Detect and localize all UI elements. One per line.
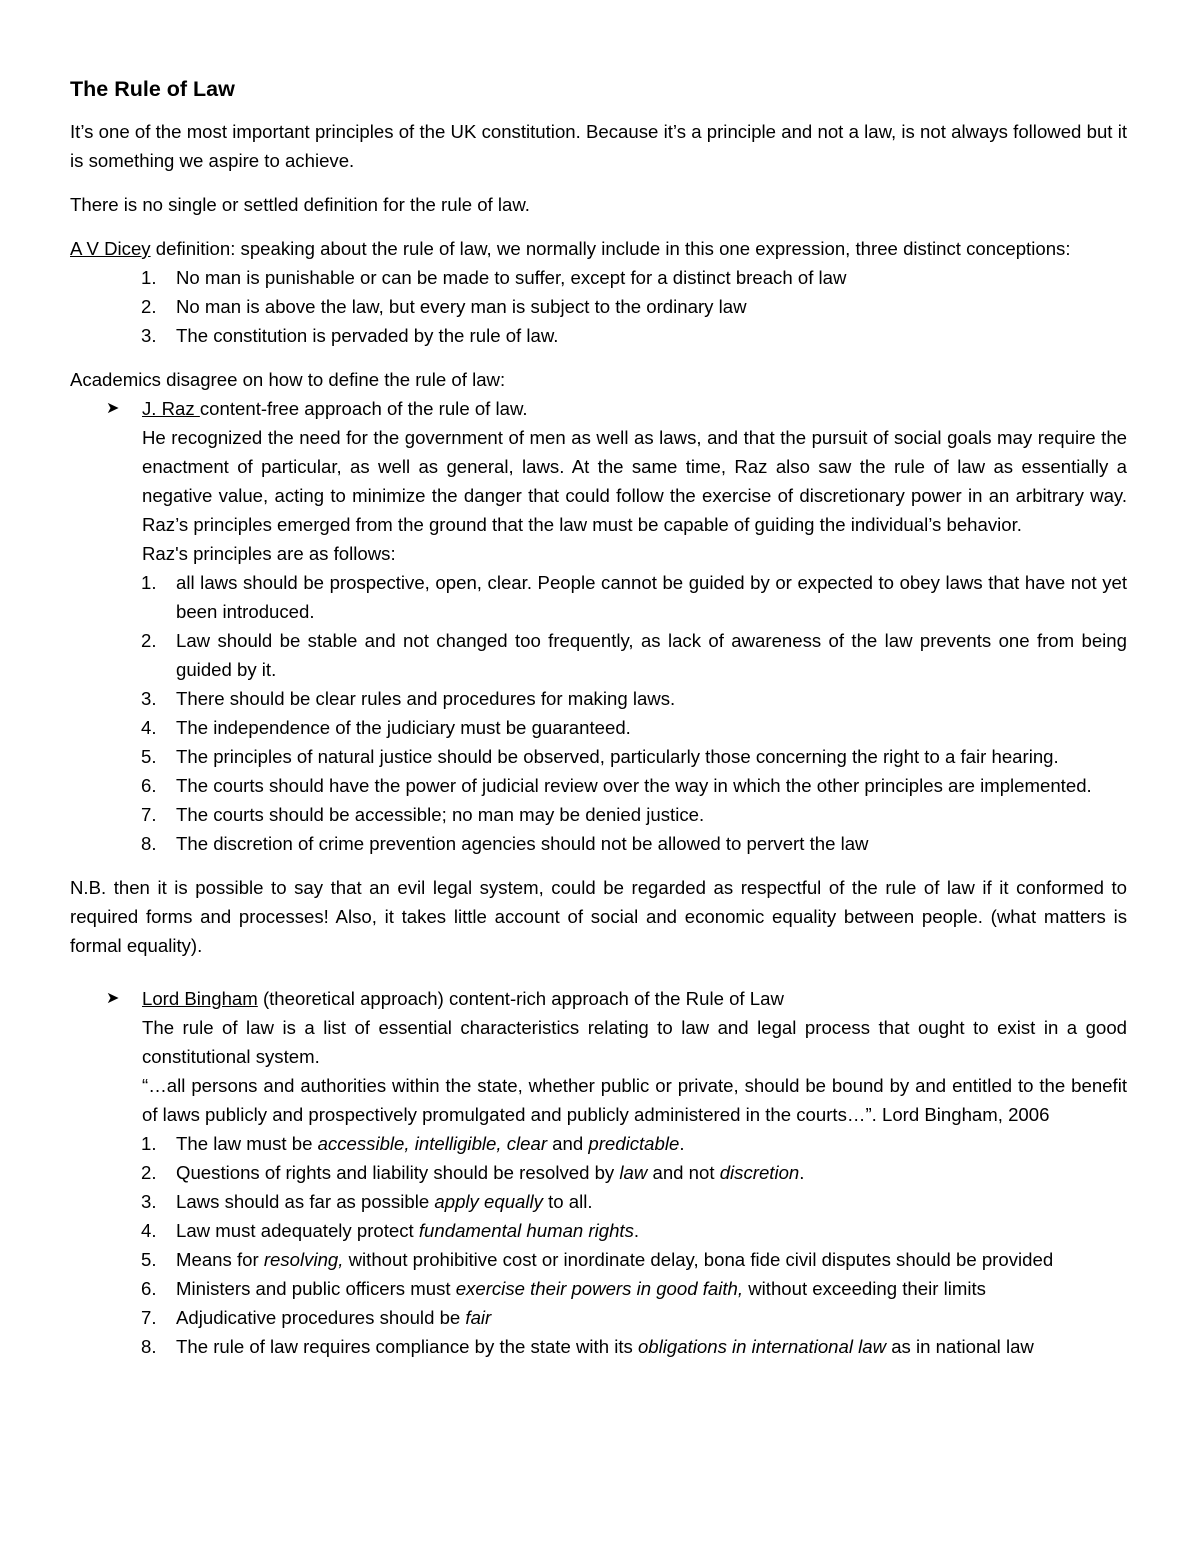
list-item: 2. Questions of rights and liability should be resolved by law and not discretion. xyxy=(141,1162,805,1183)
list-item: 5. The principles of natural justice should be observed, particularly those concerning the right to a fair hearing. xyxy=(141,746,1059,767)
raz-paragraph: He recognized the need for the government of men as well as laws, and that the pursuit of social goals may require the enactment of particular, as well as general, laws. At the same time, Raz also saw the rule of law as essentially a negative value, acting to minimize the danger that could follow the exercise of discretionary power in an arbitrary way. Raz’s principles emerged from the ground that the law must be capable of guiding the individual’s behavior. xyxy=(142,427,1127,535)
bingham-section xyxy=(70,1013,1127,1129)
bingham-heading: (theoretical approach) content-rich approach of the Rule of Law xyxy=(257,988,784,1009)
dicey-list xyxy=(70,263,1127,350)
list-item: 2. No man is above the law, but every man is subject to the ordinary law xyxy=(141,296,747,317)
list-item: 7. Adjudicative procedures should be fair xyxy=(141,1307,492,1328)
arrow-bullet-icon: ➤ xyxy=(106,400,120,417)
bingham-bullet xyxy=(70,984,1127,1013)
bingham-paragraph: The rule of law is a list of essential characteristics relating to law and legal process that ought to exist in a good constitutional system. xyxy=(142,1017,1127,1067)
list-item: 2. Law should be stable and not changed too frequently, as lack of awareness of the law prevents one from being guided by it. xyxy=(141,630,1127,680)
intro-paragraph: It’s one of the most important principles of the UK constitution. Because it’s a principle and not a law, is not always followed but it is something we aspire to achieve. xyxy=(70,121,1127,171)
list-item: 3. There should be clear rules and procedures for making laws. xyxy=(141,688,676,709)
list-item: 3. Laws should as far as possible apply equally to all. xyxy=(141,1191,593,1212)
list-item: 6. The courts should have the power of judicial review over the way in which the other principles are implemented. xyxy=(141,775,1092,796)
dicey-paragraph xyxy=(70,234,1127,263)
list-item: 8. The rule of law requires compliance by the state with its obligations in international law as in national law xyxy=(141,1336,1034,1357)
dicey-text: definition: speaking about the rule of law, we normally include in this one expression, three distinct conceptions: xyxy=(150,238,1071,259)
raz-principles-intro: Raz's principles are as follows: xyxy=(142,543,396,564)
list-item: 4. Law must adequately protect fundamental human rights. xyxy=(141,1220,640,1241)
list-item: 6. Ministers and public officers must exercise their powers in good faith, without exceeding their limits xyxy=(141,1278,986,1299)
list-item: 5. Means for resolving, without prohibitive cost or inordinate delay, bona fide civil disputes should be provided xyxy=(141,1249,1054,1270)
dicey-name: A V Dicey xyxy=(70,238,151,259)
list-item: 8. The discretion of crime prevention agencies should not be allowed to pervert the law xyxy=(141,833,869,854)
no-definition-paragraph: There is no single or settled definition for the rule of law. xyxy=(70,194,530,215)
page-title: The Rule of Law xyxy=(70,77,235,101)
list-item: 1. No man is punishable or can be made to suffer, except for a distinct breach of law xyxy=(141,267,847,288)
list-item: 7. The courts should be accessible; no man may be denied justice. xyxy=(141,804,705,825)
raz-bullet xyxy=(70,394,1127,423)
list-item: 3. The constitution is pervaded by the rule of law. xyxy=(141,325,559,346)
bingham-name: Lord Bingham xyxy=(142,988,258,1009)
nb-paragraph: N.B. then it is possible to say that an evil legal system, could be regarded as respectful of the rule of law if it conformed to required forms and processes! Also, it takes little account of social and economic equality between people. (what matters is formal equality). xyxy=(70,877,1127,956)
raz-name: J. Raz xyxy=(142,398,200,419)
list-item: 4. The independence of the judiciary must be guaranteed. xyxy=(141,717,631,738)
academics-paragraph: Academics disagree on how to define the rule of law: xyxy=(70,369,506,390)
raz-heading: content-free approach of the rule of law. xyxy=(199,398,528,419)
bingham-list xyxy=(70,1129,1127,1361)
arrow-bullet-icon: ➤ xyxy=(106,990,120,1007)
list-item: 1. all laws should be prospective, open, clear. People cannot be guided by or expected to obey laws that have not yet been introduced. xyxy=(141,572,1127,622)
bingham-quote: “…all persons and authorities within the state, whether public or private, should be bound by and entitled to the benefit of laws publicly and prospectively promulgated and publicly administered in the courts…”. Lord Bingham, 2006 xyxy=(142,1075,1127,1125)
raz-section xyxy=(70,423,1127,568)
list-item: 1. The law must be accessible, intelligible, clear and predictable. xyxy=(141,1133,685,1154)
raz-principles-list xyxy=(70,568,1127,858)
